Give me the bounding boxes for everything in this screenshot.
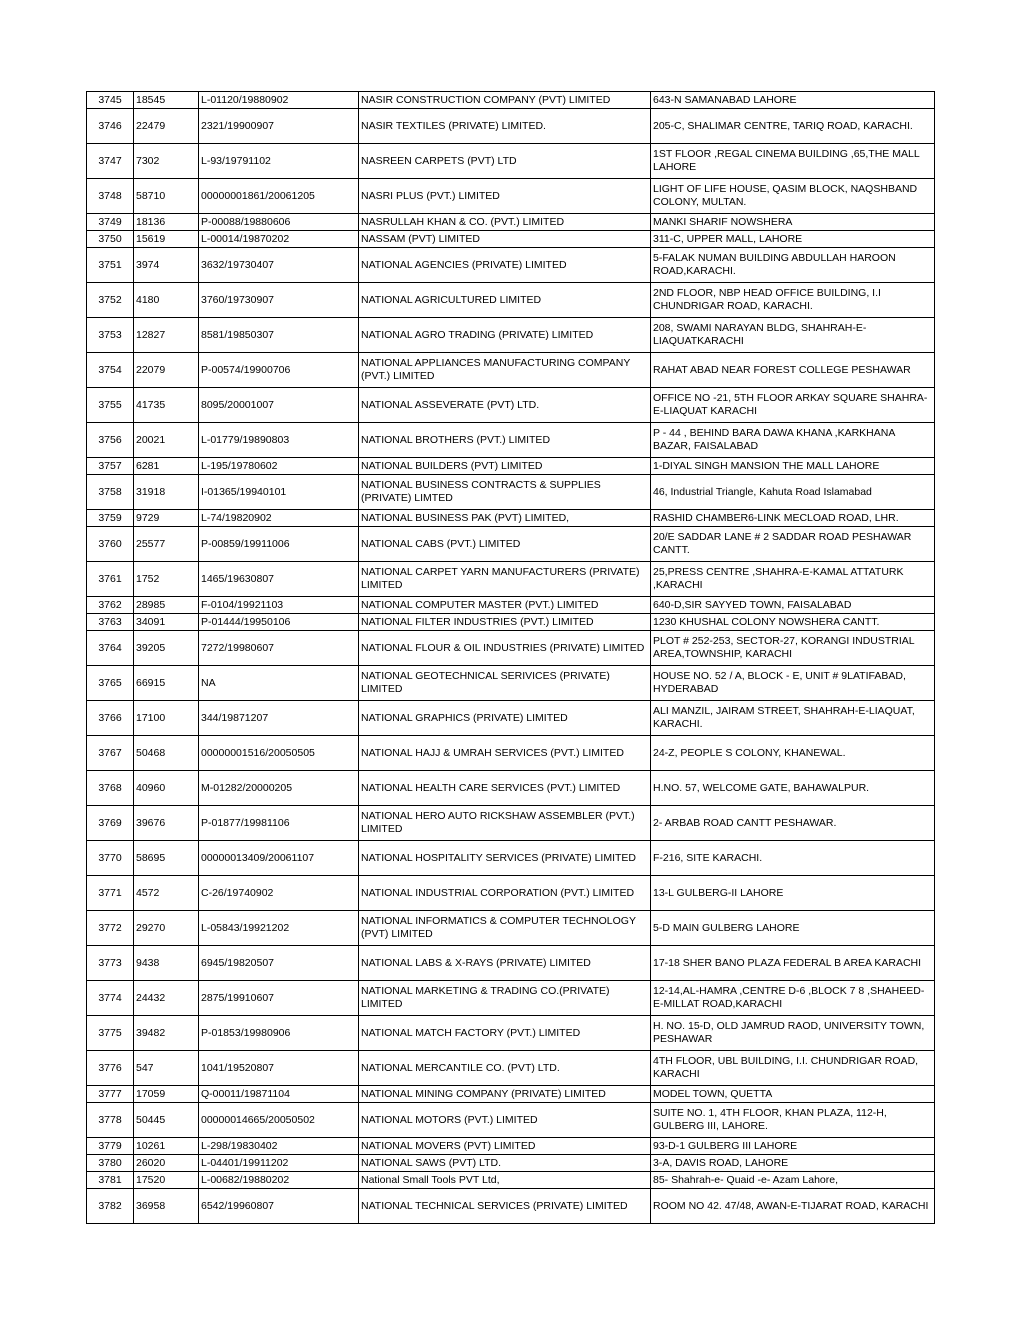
table-row [87, 1138, 935, 1155]
address-cell: F-216, SITE KARACHI. [651, 841, 935, 876]
table-row [87, 701, 935, 736]
table-row [87, 806, 935, 841]
address-cell: RASHID CHAMBER6-LINK MECLOAD ROAD, LHR. [651, 510, 935, 527]
serial-cell: 3751 [87, 248, 134, 283]
registration-number-cell: L-01120/19880902 [199, 92, 359, 109]
serial-cell: 3776 [87, 1051, 134, 1086]
company-number-cell: 58695 [134, 841, 199, 876]
registration-number-cell: L-05843/19921202 [199, 911, 359, 946]
registration-number-cell: 00000013409/20061107 [199, 841, 359, 876]
company-number-cell: 26020 [134, 1155, 199, 1172]
table-row [87, 214, 935, 231]
table-row [87, 248, 935, 283]
company-number-cell: 4572 [134, 876, 199, 911]
company-name-cell: NATIONAL AGRO TRADING (PRIVATE) LIMITED [359, 318, 651, 353]
address-cell: P - 44 , BEHIND BARA DAWA KHANA ,KARKHANA BAZAR, FAISALABAD [651, 423, 935, 458]
registration-number-cell: L-00682/19880202 [199, 1172, 359, 1189]
company-name-cell: NATIONAL BUILDERS (PVT) LIMITED [359, 458, 651, 475]
registration-number-cell: NA [199, 666, 359, 701]
address-cell: ROOM NO 42. 47/48, AWAN-E-TIJARAT ROAD, KARACHI [651, 1189, 935, 1224]
address-cell: 208, SWAMI NARAYAN BLDG, SHAHRAH-E-LIAQUATKARACHI [651, 318, 935, 353]
registration-number-cell: 7272/19980607 [199, 631, 359, 666]
company-number-cell: 24432 [134, 981, 199, 1016]
company-name-cell: NATIONAL GRAPHICS (PRIVATE) LIMITED [359, 701, 651, 736]
company-number-cell: 22079 [134, 353, 199, 388]
company-name-cell: NATIONAL HAJJ & UMRAH SERVICES (PVT.) LIMITED [359, 736, 651, 771]
company-number-cell: 9438 [134, 946, 199, 981]
company-name-cell: NASRI PLUS (PVT.) LIMITED [359, 179, 651, 214]
registration-number-cell: L-01779/19890803 [199, 423, 359, 458]
serial-cell: 3772 [87, 911, 134, 946]
company-name-cell: NATIONAL APPLIANCES MANUFACTURING COMPANY (PVT.) LIMITED [359, 353, 651, 388]
registration-number-cell: 8581/19850307 [199, 318, 359, 353]
table-row [87, 144, 935, 179]
address-cell: 2- ARBAB ROAD CANTT PESHAWAR. [651, 806, 935, 841]
serial-cell: 3761 [87, 562, 134, 597]
serial-cell: 3771 [87, 876, 134, 911]
address-cell: 5-D MAIN GULBERG LAHORE [651, 911, 935, 946]
address-cell: 2ND FLOOR, NBP HEAD OFFICE BUILDING, I.I CHUNDRIGAR ROAD, KARACHI. [651, 283, 935, 318]
serial-cell: 3781 [87, 1172, 134, 1189]
registration-number-cell: P-00859/19911006 [199, 527, 359, 562]
table-row [87, 1172, 935, 1189]
address-cell: SUITE NO. 1, 4TH FLOOR, KHAN PLAZA, 112-H, GULBERG III, LAHORE. [651, 1103, 935, 1138]
address-cell: LIGHT OF LIFE HOUSE, QASIM BLOCK, NAQSHBAND COLONY, MULTAN. [651, 179, 935, 214]
company-name-cell: NATIONAL SAWS (PVT) LTD. [359, 1155, 651, 1172]
company-name-cell: NATIONAL AGRICULTURED LIMITED [359, 283, 651, 318]
serial-cell: 3754 [87, 353, 134, 388]
company-number-cell: 66915 [134, 666, 199, 701]
address-cell: 1-DIYAL SINGH MANSION THE MALL LAHORE [651, 458, 935, 475]
company-number-cell: 40960 [134, 771, 199, 806]
serial-cell: 3750 [87, 231, 134, 248]
company-number-cell: 4180 [134, 283, 199, 318]
company-number-cell: 10261 [134, 1138, 199, 1155]
serial-cell: 3782 [87, 1189, 134, 1224]
company-number-cell: 39676 [134, 806, 199, 841]
company-name-cell: NATIONAL FLOUR & OIL INDUSTRIES (PRIVATE) LIMITED [359, 631, 651, 666]
address-cell: H.NO. 57, WELCOME GATE, BAHAWALPUR. [651, 771, 935, 806]
serial-cell: 3773 [87, 946, 134, 981]
address-cell: 640-D,SIR SAYYED TOWN, FAISALABAD [651, 597, 935, 614]
address-cell: 24-Z, PEOPLE S COLONY, KHANEWAL. [651, 736, 935, 771]
address-cell: 93-D-1 GULBERG III LAHORE [651, 1138, 935, 1155]
registration-number-cell: F-0104/19921103 [199, 597, 359, 614]
address-cell: 13-L GULBERG-II LAHORE [651, 876, 935, 911]
address-cell: 1230 KHUSHAL COLONY NOWSHERA CANTT. [651, 614, 935, 631]
address-cell: 25,PRESS CENTRE ,SHAHRA-E-KAMAL ATTATURK ,KARACHI [651, 562, 935, 597]
table-row [87, 1086, 935, 1103]
table-row [87, 562, 935, 597]
serial-cell: 3777 [87, 1086, 134, 1103]
company-name-cell: NATIONAL MOVERS (PVT) LIMITED [359, 1138, 651, 1155]
registration-number-cell: 3760/19730907 [199, 283, 359, 318]
table-row [87, 614, 935, 631]
table-row [87, 510, 935, 527]
registration-number-cell: 1041/19520807 [199, 1051, 359, 1086]
company-name-cell: NATIONAL MERCANTILE CO. (PVT) LTD. [359, 1051, 651, 1086]
company-number-cell: 29270 [134, 911, 199, 946]
table-row [87, 318, 935, 353]
table-row [87, 911, 935, 946]
company-number-cell: 15619 [134, 231, 199, 248]
registration-number-cell: 00000014665/20050502 [199, 1103, 359, 1138]
company-number-cell: 17520 [134, 1172, 199, 1189]
company-name-cell: NATIONAL INDUSTRIAL CORPORATION (PVT.) LIMITED [359, 876, 651, 911]
table-row [87, 1155, 935, 1172]
table-row [87, 631, 935, 666]
company-name-cell: NASSAM (PVT) LIMITED [359, 231, 651, 248]
table-row [87, 231, 935, 248]
table-row [87, 353, 935, 388]
company-number-cell: 31918 [134, 475, 199, 510]
company-register-body [87, 92, 935, 1224]
serial-cell: 3745 [87, 92, 134, 109]
registration-number-cell: 00000001516/20050505 [199, 736, 359, 771]
company-name-cell: NATIONAL BUSINESS PAK (PVT) LIMITED, [359, 510, 651, 527]
serial-cell: 3770 [87, 841, 134, 876]
company-number-cell: 50468 [134, 736, 199, 771]
registration-number-cell: 6945/19820507 [199, 946, 359, 981]
company-name-cell: NATIONAL FILTER INDUSTRIES (PVT.) LIMITED [359, 614, 651, 631]
company-number-cell: 17100 [134, 701, 199, 736]
serial-cell: 3767 [87, 736, 134, 771]
company-number-cell: 41735 [134, 388, 199, 423]
table-row [87, 1016, 935, 1051]
company-number-cell: 50445 [134, 1103, 199, 1138]
company-name-cell: NATIONAL BUSINESS CONTRACTS & SUPPLIES (PRIVATE) LIMTED [359, 475, 651, 510]
table-row [87, 527, 935, 562]
registration-number-cell: 6542/19960807 [199, 1189, 359, 1224]
address-cell: 643-N SAMANABAD LAHORE [651, 92, 935, 109]
company-name-cell: NATIONAL CABS (PVT.) LIMITED [359, 527, 651, 562]
registration-number-cell: L-298/19830402 [199, 1138, 359, 1155]
address-cell: 311-C, UPPER MALL, LAHORE [651, 231, 935, 248]
table-row [87, 109, 935, 144]
address-cell: 46, Industrial Triangle, Kahuta Road Islamabad [651, 475, 935, 510]
address-cell: MODEL TOWN, QUETTA [651, 1086, 935, 1103]
serial-cell: 3768 [87, 771, 134, 806]
table-row [87, 1051, 935, 1086]
company-name-cell: NATIONAL MOTORS (PVT.) LIMITED [359, 1103, 651, 1138]
registration-number-cell: I-01365/19940101 [199, 475, 359, 510]
address-cell: HOUSE NO. 52 / A, BLOCK - E, UNIT # 9LATIFABAD, HYDERABAD [651, 666, 935, 701]
company-name-cell: NASRULLAH KHAN & CO. (PVT.) LIMITED [359, 214, 651, 231]
company-number-cell: 6281 [134, 458, 199, 475]
serial-cell: 3755 [87, 388, 134, 423]
company-number-cell: 7302 [134, 144, 199, 179]
serial-cell: 3764 [87, 631, 134, 666]
company-number-cell: 12827 [134, 318, 199, 353]
address-cell: 20/E SADDAR LANE # 2 SADDAR ROAD PESHAWAR CANTT. [651, 527, 935, 562]
company-number-cell: 22479 [134, 109, 199, 144]
address-cell: H. NO. 15-D, OLD JAMRUD RAOD, UNIVERSITY TOWN, PESHAWAR [651, 1016, 935, 1051]
address-cell: OFFICE NO -21, 5TH FLOOR ARKAY SQUARE SHAHRA-E-LIAQUAT KARACHI [651, 388, 935, 423]
table-row [87, 981, 935, 1016]
serial-cell: 3759 [87, 510, 134, 527]
company-name-cell: NATIONAL MARKETING & TRADING CO.(PRIVATE) LIMITED [359, 981, 651, 1016]
registration-number-cell: 2875/19910607 [199, 981, 359, 1016]
registration-number-cell: P-01444/19950106 [199, 614, 359, 631]
company-name-cell: NATIONAL BROTHERS (PVT.) LIMITED [359, 423, 651, 458]
serial-cell: 3765 [87, 666, 134, 701]
address-cell: MANKI SHARIF NOWSHERA [651, 214, 935, 231]
registration-number-cell: 3632/19730407 [199, 248, 359, 283]
table-row [87, 841, 935, 876]
registration-number-cell: C-26/19740902 [199, 876, 359, 911]
table-row [87, 1103, 935, 1138]
table-row [87, 475, 935, 510]
company-number-cell: 1752 [134, 562, 199, 597]
table-row [87, 771, 935, 806]
company-number-cell: 39482 [134, 1016, 199, 1051]
serial-cell: 3775 [87, 1016, 134, 1051]
table-row [87, 458, 935, 475]
serial-cell: 3779 [87, 1138, 134, 1155]
company-name-cell: NASREEN CARPETS (PVT) LTD [359, 144, 651, 179]
registration-number-cell: 2321/19900907 [199, 109, 359, 144]
company-number-cell: 39205 [134, 631, 199, 666]
registration-number-cell: 8095/20001007 [199, 388, 359, 423]
serial-cell: 3774 [87, 981, 134, 1016]
company-number-cell: 9729 [134, 510, 199, 527]
company-name-cell: NASIR CONSTRUCTION COMPANY (PVT) LIMITED [359, 92, 651, 109]
company-number-cell: 3974 [134, 248, 199, 283]
table-row [87, 179, 935, 214]
serial-cell: 3749 [87, 214, 134, 231]
address-cell: 1ST FLOOR ,REGAL CINEMA BUILDING ,65,THE MALL LAHORE [651, 144, 935, 179]
serial-cell: 3756 [87, 423, 134, 458]
table-row [87, 597, 935, 614]
table-row [87, 423, 935, 458]
registration-number-cell: L-00014/19870202 [199, 231, 359, 248]
registration-number-cell: L-04401/19911202 [199, 1155, 359, 1172]
serial-cell: 3778 [87, 1103, 134, 1138]
table-row [87, 283, 935, 318]
registration-number-cell: L-74/19820902 [199, 510, 359, 527]
company-name-cell: NATIONAL HERO AUTO RICKSHAW ASSEMBLER (PVT.) LIMITED [359, 806, 651, 841]
company-name-cell: NATIONAL HOSPITALITY SERVICES (PRIVATE) LIMITED [359, 841, 651, 876]
address-cell: 205-C, SHALIMAR CENTRE, TARIQ ROAD, KARACHI. [651, 109, 935, 144]
address-cell: ALI MANZIL, JAIRAM STREET, SHAHRAH-E-LIAQUAT, KARACHI. [651, 701, 935, 736]
company-number-cell: 18136 [134, 214, 199, 231]
serial-cell: 3757 [87, 458, 134, 475]
registration-number-cell: 00000001861/20061205 [199, 179, 359, 214]
serial-cell: 3769 [87, 806, 134, 841]
address-cell: 17-18 SHER BANO PLAZA FEDERAL B AREA KARACHI [651, 946, 935, 981]
company-name-cell: NATIONAL MATCH FACTORY (PVT.) LIMITED [359, 1016, 651, 1051]
company-name-cell: NATIONAL HEALTH CARE SERVICES (PVT.) LIMITED [359, 771, 651, 806]
company-name-cell: NATIONAL LABS & X-RAYS (PRIVATE) LIMITED [359, 946, 651, 981]
address-cell: 3-A, DAVIS ROAD, LAHORE [651, 1155, 935, 1172]
company-number-cell: 547 [134, 1051, 199, 1086]
company-name-cell: NATIONAL INFORMATICS & COMPUTER TECHNOLOGY (PVT) LIMITED [359, 911, 651, 946]
registration-number-cell: L-93/19791102 [199, 144, 359, 179]
address-cell: 85- Shahrah-e- Quaid -e- Azam Lahore, [651, 1172, 935, 1189]
company-name-cell: NATIONAL GEOTECHNICAL SERIVICES (PRIVATE) LIMITED [359, 666, 651, 701]
registration-number-cell: M-01282/20000205 [199, 771, 359, 806]
company-name-cell: NATIONAL CARPET YARN MANUFACTURERS (PRIVATE) LIMITED [359, 562, 651, 597]
company-number-cell: 25577 [134, 527, 199, 562]
serial-cell: 3762 [87, 597, 134, 614]
serial-cell: 3752 [87, 283, 134, 318]
company-name-cell: NATIONAL TECHNICAL SERVICES (PRIVATE) LIMITED [359, 1189, 651, 1224]
company-name-cell: National Small Tools PVT Ltd, [359, 1172, 651, 1189]
company-name-cell: NATIONAL COMPUTER MASTER (PVT.) LIMITED [359, 597, 651, 614]
registration-number-cell: P-01853/19980906 [199, 1016, 359, 1051]
serial-cell: 3746 [87, 109, 134, 144]
serial-cell: 3748 [87, 179, 134, 214]
registration-number-cell: P-00088/19880606 [199, 214, 359, 231]
company-number-cell: 28985 [134, 597, 199, 614]
table-row [87, 946, 935, 981]
table-row [87, 388, 935, 423]
registration-number-cell: P-00574/19900706 [199, 353, 359, 388]
company-name-cell: NASIR TEXTILES (PRIVATE) LIMITED. [359, 109, 651, 144]
registration-number-cell: Q-00011/19871104 [199, 1086, 359, 1103]
table-row [87, 876, 935, 911]
company-number-cell: 20021 [134, 423, 199, 458]
registration-number-cell: 1465/19630807 [199, 562, 359, 597]
company-number-cell: 36958 [134, 1189, 199, 1224]
serial-cell: 3766 [87, 701, 134, 736]
company-register-table [86, 91, 935, 1224]
serial-cell: 3760 [87, 527, 134, 562]
serial-cell: 3753 [87, 318, 134, 353]
address-cell: RAHAT ABAD NEAR FOREST COLLEGE PESHAWAR [651, 353, 935, 388]
address-cell: 5-FALAK NUMAN BUILDING ABDULLAH HAROON ROAD,KARACHI. [651, 248, 935, 283]
serial-cell: 3758 [87, 475, 134, 510]
address-cell: 12-14,AL-HAMRA ,CENTRE D-6 ,BLOCK 7 8 ,SHAHEED-E-MILLAT ROAD,KARACHI [651, 981, 935, 1016]
company-number-cell: 17059 [134, 1086, 199, 1103]
company-number-cell: 34091 [134, 614, 199, 631]
address-cell: 4TH FLOOR, UBL BUILDING, I.I. CHUNDRIGAR ROAD, KARACHI [651, 1051, 935, 1086]
table-row [87, 1189, 935, 1224]
serial-cell: 3780 [87, 1155, 134, 1172]
company-name-cell: NATIONAL ASSEVERATE (PVT) LTD. [359, 388, 651, 423]
serial-cell: 3747 [87, 144, 134, 179]
company-name-cell: NATIONAL AGENCIES (PRIVATE) LIMITED [359, 248, 651, 283]
table-row [87, 92, 935, 109]
registration-number-cell: P-01877/19981106 [199, 806, 359, 841]
table-row [87, 736, 935, 771]
company-number-cell: 58710 [134, 179, 199, 214]
company-number-cell: 18545 [134, 92, 199, 109]
table-row [87, 666, 935, 701]
serial-cell: 3763 [87, 614, 134, 631]
company-name-cell: NATIONAL MINING COMPANY (PRIVATE) LIMITED [359, 1086, 651, 1103]
registration-number-cell: L-195/19780602 [199, 458, 359, 475]
registration-number-cell: 344/19871207 [199, 701, 359, 736]
address-cell: PLOT # 252-253, SECTOR-27, KORANGI INDUSTRIAL AREA,TOWNSHIP, KARACHI [651, 631, 935, 666]
